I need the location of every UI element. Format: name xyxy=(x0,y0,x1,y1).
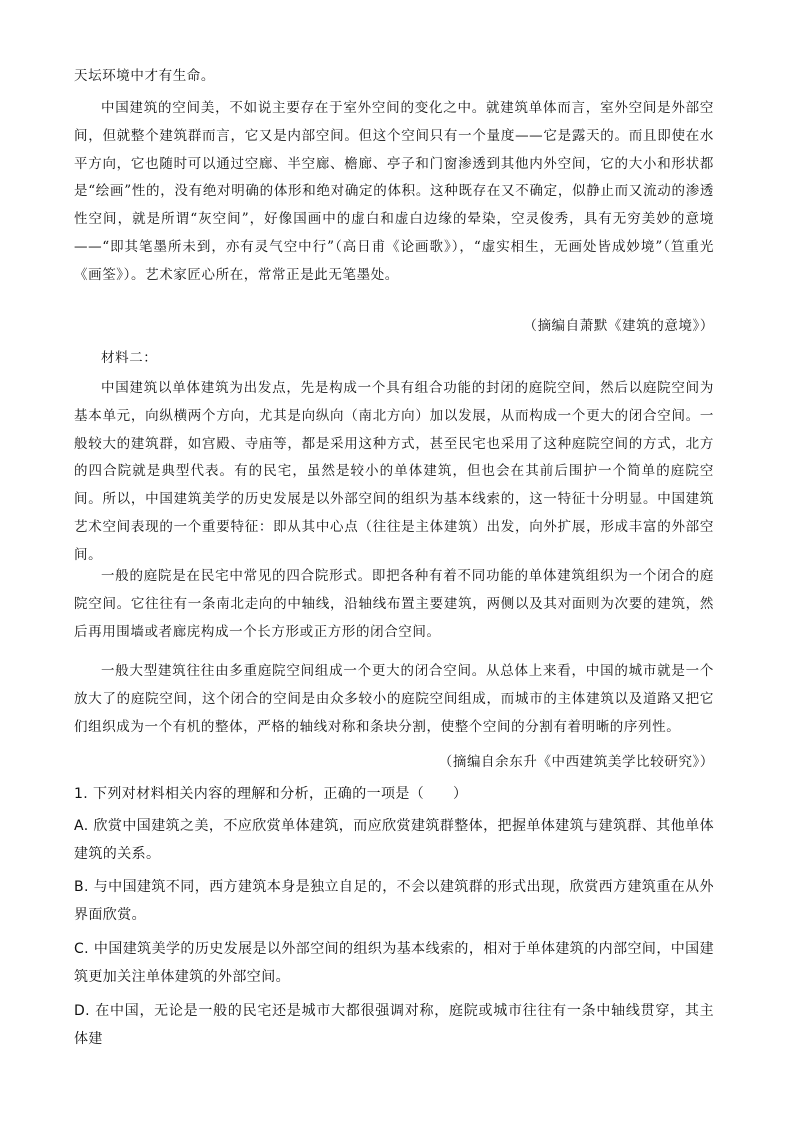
option-d: D. 在中国，无论是一般的民宅还是城市大都很强调对称，庭院或城市往往有一条中轴线贯穿，其主体建 xyxy=(74,1003,714,1048)
material-two-paragraph-1: 中国建筑以单体建筑为出发点，先是构成一个具有组合功能的封闭的庭院空间，然后以庭院空间为基本单元，向纵横两个方向，尤其是向纵向（南北方向）加以发展，从而构成一个更大的闭合空间。一般较大的建筑群，如宫殿、寺庙等，都是采用这种方式，甚至民宅也采用了这种庭院空间的方式，北方的四合院就是典型代表。有的民宅，虽然是较小的单体建筑，但也会在其前后围护一个简单的庭院空间。所以，中国建筑美学的历史发展是以外部空间的组织为基本线索的，这一特征十分明显。中国建筑艺术空间表现的一个重要特征：即从其中心点（往往是主体建筑）出发，向外扩展，形成丰富的外部空间。 xyxy=(74,380,714,563)
question-stem: 1. 下列对材料相关内容的理解和分析，正确的一项是（ ） xyxy=(74,786,468,802)
material-one-source: （摘编自萧默《建筑的意境》） xyxy=(523,318,714,334)
material-two-paragraph-3: 一般大型建筑往往由多重庭院空间组成一个更大的闭合空间。从总体上来看，中国的城市就是一个放大了的庭院空间，这个闭合的空间是由众多较小的庭院空间组成，而城市的主体建筑以及道路又把它们组织成为一个有机的整体，严格的轴线对称和条块分割，使整个空间的分割有着明晰的序列性。 xyxy=(74,663,714,735)
material-two-source: （摘编自余东升《中西建筑美学比较研究》） xyxy=(438,754,714,770)
material-two-paragraph-2: 一般的庭院是在民宅中常见的四合院形式。即把各种有着不同功能的单体建筑组织为一个闭合的庭院空间。它往往有一条南北走向的中轴线，沿轴线布置主要建筑，两侧以及其对面则为次要的建筑，然后再用围墙或者廊庑构成一个长方形或正方形的闭合空间。 xyxy=(74,568,714,640)
material-one-tail: 天坛环境中才有生命。 xyxy=(74,68,215,84)
material-two-label: 材料二： xyxy=(101,350,158,366)
option-a: A. 欣赏中国建筑之美，不应欣赏单体建筑，而应欣赏建筑群整体，把握单体建筑与建筑群、其他单体建筑的关系。 xyxy=(74,818,714,863)
option-b: B. 与中国建筑不同，西方建筑本身是独立自足的，不会以建筑群的形式出现，欣赏西方建筑重在从外界面欣赏。 xyxy=(74,879,714,924)
material-one-paragraph: 中国建筑的空间美，不如说主要存在于室外空间的变化之中。就建筑单体而言，室外空间是外部空间，但就整个建筑群而言，它又是内部空间。但这个空间只有一个量度——它是露天的。而且即使在水平方向，它也随时可以通过空廊、半空廊、檐廊、亭子和门窗渗透到其他内外空间，它的大小和形状都是“绘画”性的，没有绝对明确的体形和绝对确定的体积。这种既存在又不确定，似静止而又流动的渗透性空间，就是所谓“灰空间”，好像国画中的虚白和虚白边缘的晕染，空灵俊秀，具有无穷美妙的意境——“即其笔墨所未到，亦有灵气空中行”（高日甫《论画歌》），“虚实相生，无画处皆成妙境”（笪重光《画筌》）。艺术家匠心所在，常常正是此无笔墨处。 xyxy=(74,100,714,283)
option-c: C. 中国建筑美学的历史发展是以外部空间的组织为基本线索的，相对于单体建筑的内部空间，中国建筑更加关注单体建筑的外部空间。 xyxy=(74,941,714,986)
